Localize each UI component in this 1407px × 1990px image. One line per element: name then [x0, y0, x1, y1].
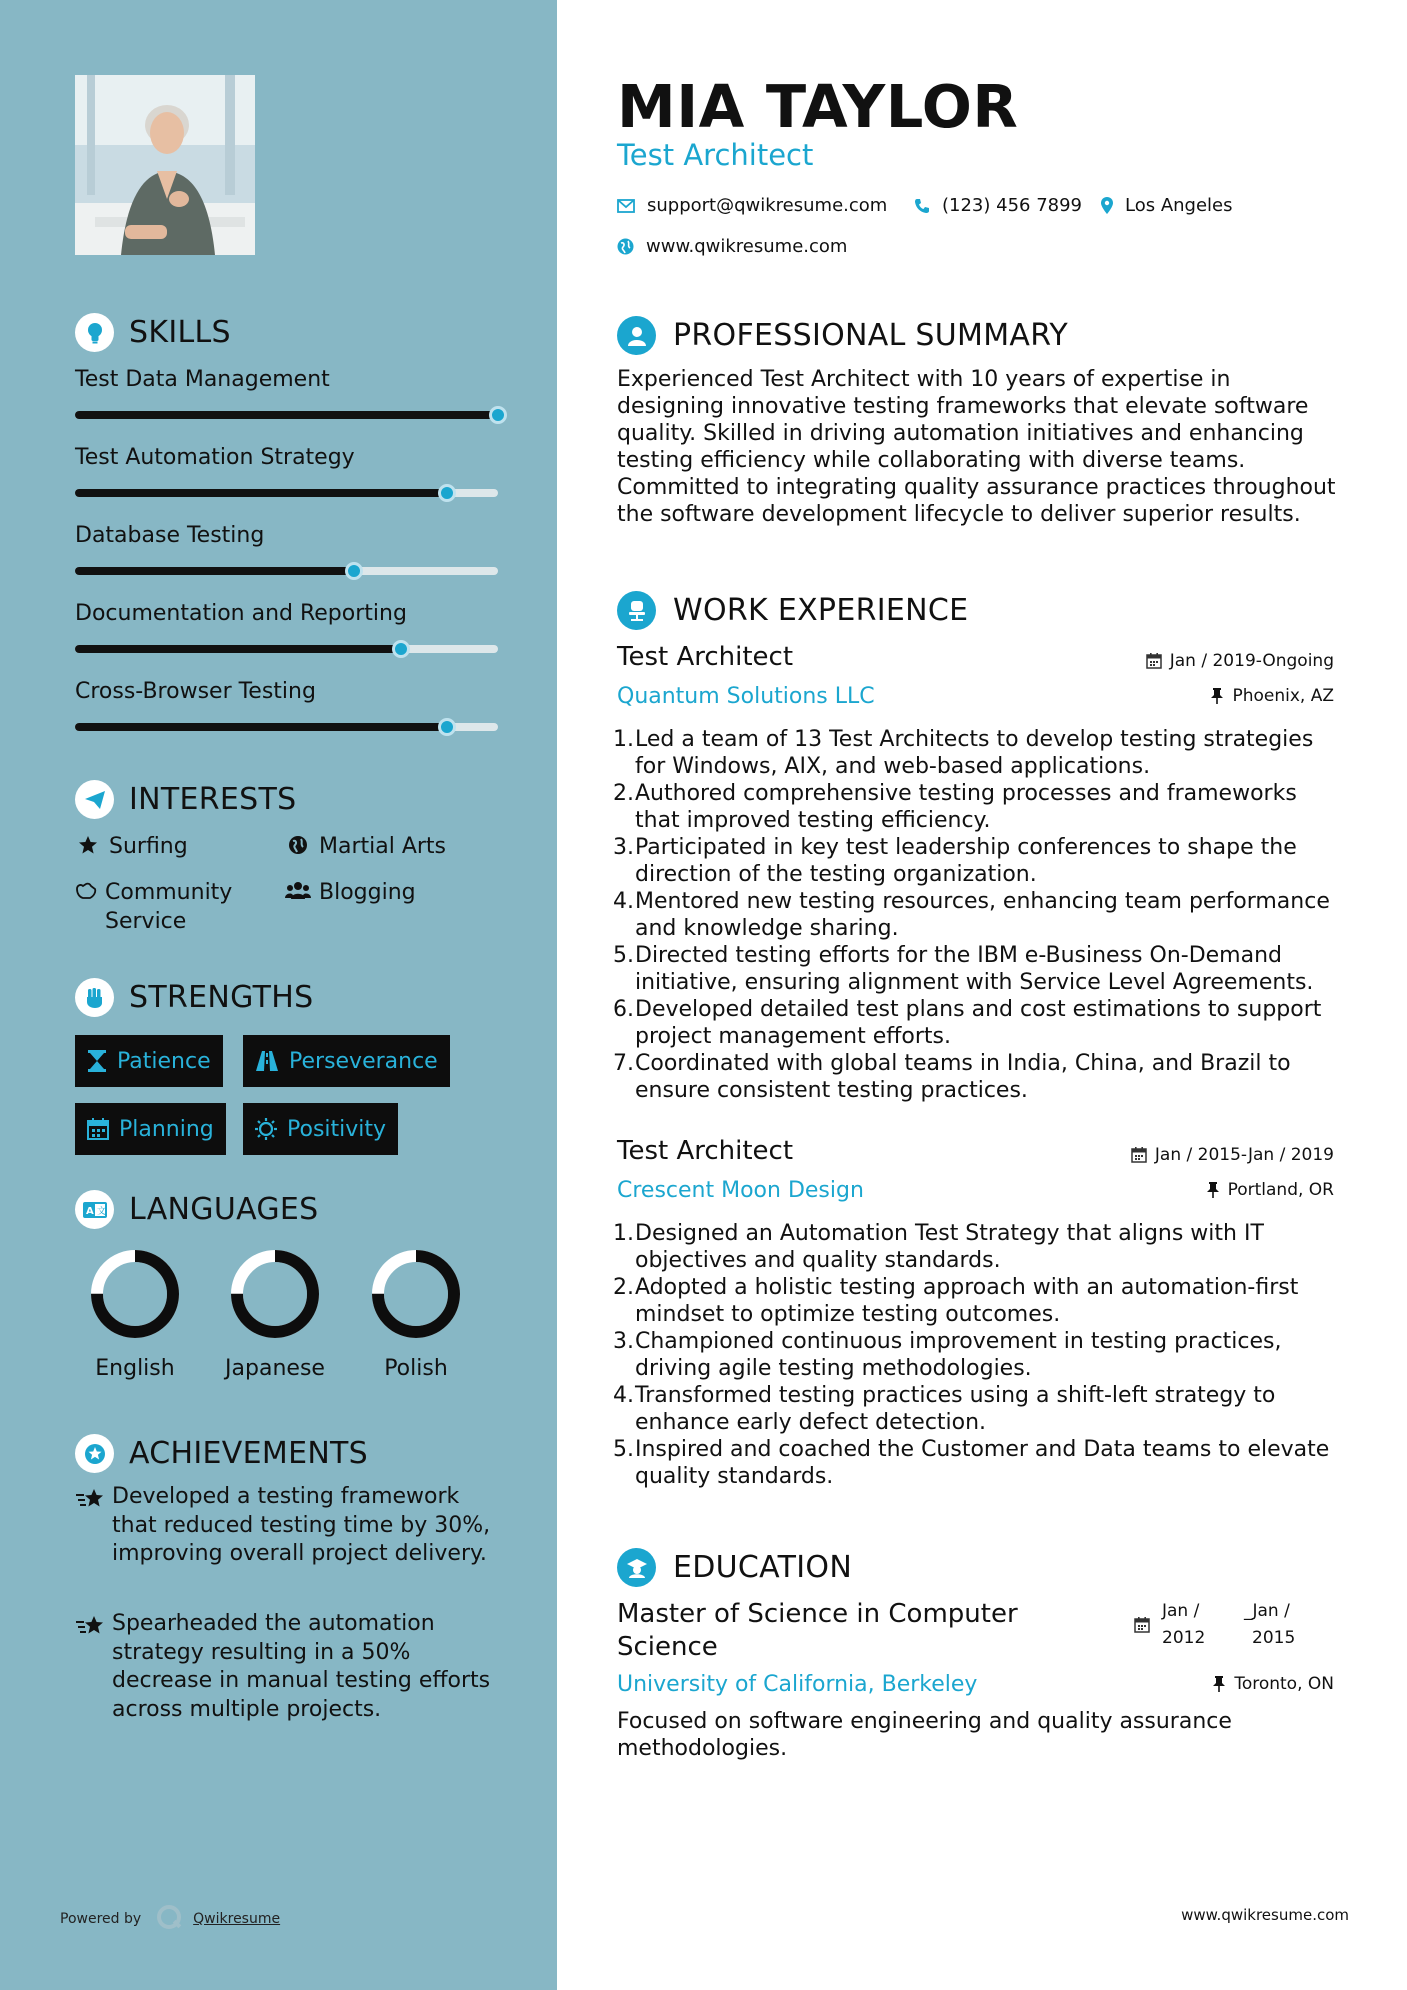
skill-item [75, 445, 498, 470]
translate-icon [75, 1190, 114, 1229]
list-item: 7. Coordinated with global teams in India, China, and Brazil to ensure consistent testing practices. [613, 1051, 1291, 1103]
skill-item [75, 601, 498, 626]
strength-label: Positivity [287, 1116, 387, 1142]
language-ring [89, 1248, 181, 1340]
interest-label: Martial Arts [319, 834, 447, 859]
road-icon [255, 1051, 279, 1071]
contact-phone[interactable] [914, 195, 1082, 216]
powered-by-label: Powered by [60, 1911, 142, 1927]
shooting-star-icon [75, 1610, 112, 1724]
list-item: 3. Championed continuous improvement in testing practices, driving agile testing methodologies. [613, 1329, 1282, 1381]
skill-bar-knob [438, 484, 456, 502]
languages-title: LANGUAGES [129, 1192, 319, 1227]
language-ring [370, 1248, 462, 1340]
skill-item [75, 367, 498, 392]
interest-label: Community Service [105, 880, 233, 934]
globe-icon [285, 832, 311, 855]
website-text: www.qwikresume.com [646, 236, 848, 257]
summary-text: Experienced Test Architect with 10 years of expertise in designing innovative testing frameworks that elevate software quality. Skilled in driving automation initiatives and enhancing testing efficiency while collaborating with diverse teams. Committed to integrating quality assurance practices throughout the software development lifecycle to deliver superior results. [617, 367, 1336, 527]
map-pin-icon [1101, 197, 1113, 214]
skill-label: Documentation and Reporting [75, 601, 407, 626]
skill-bar [75, 645, 498, 653]
interest-label: Blogging [319, 880, 416, 905]
strengths-title: STRENGTHS [129, 980, 314, 1015]
achievement-text: Spearheaded the automation strategy resulting in a 50% decrease in manual testing efforts across multiple projects. [112, 1611, 491, 1722]
summary-title: PROFESSIONAL SUMMARY [673, 318, 1069, 353]
language-label: Polish [384, 1356, 448, 1381]
user-icon [617, 316, 656, 355]
achievements-title: ACHIEVEMENTS [129, 1436, 369, 1471]
skill-bar-knob [392, 640, 410, 658]
interest-label: Surfing [109, 834, 188, 859]
skill-label: Database Testing [75, 523, 265, 548]
achievement-item [75, 1483, 505, 1569]
job-duties-list [613, 1220, 1337, 1490]
list-item: 4. Mentored new testing resources, enhancing team performance and knowledge sharing. [613, 889, 1330, 941]
svg-text:A: A [85, 1205, 94, 1217]
list-item: 3. Participated in key test leadership conferences to shape the direction of the testing organization. [613, 835, 1297, 887]
skill-label: Test Automation Strategy [75, 445, 355, 470]
list-item: 5. Directed testing efforts for the IBM e-Business On-Demand initiative, ensuring alignment with Service Level Agreements. [613, 943, 1314, 995]
school-name: University of California, Berkeley [617, 1672, 978, 1697]
contact-location [1101, 195, 1233, 216]
skill-label: Test Data Management [75, 367, 330, 392]
skill-bar-fill [75, 411, 498, 419]
languages-heading [75, 1190, 319, 1229]
job-title: Test Architect [617, 1136, 794, 1166]
skill-bar [75, 411, 498, 419]
contact-email[interactable] [617, 195, 887, 216]
qwikresume-link[interactable]: Qwikresume [193, 1911, 281, 1927]
skill-bar-fill [75, 489, 447, 497]
calendar-icon [87, 1118, 109, 1140]
location-text: Los Angeles [1125, 195, 1233, 216]
strength-tag [243, 1103, 398, 1155]
profile-photo [75, 75, 255, 255]
hourglass-icon [87, 1050, 107, 1072]
badge-star-icon [75, 1434, 114, 1473]
calendar-icon [1134, 1617, 1150, 1637]
paper-plane-icon [75, 780, 114, 819]
candidate-role: Test Architect [617, 138, 814, 172]
skill-item [75, 523, 498, 548]
job-dates [1131, 1145, 1334, 1165]
skill-bar [75, 489, 498, 497]
skill-bar [75, 567, 498, 575]
list-item: 2. Adopted a holistic testing approach with an automation-first mindset to optimize testing outcomes. [613, 1275, 1299, 1327]
education-location-text: Toronto, ON [1234, 1674, 1334, 1694]
skill-bar-knob [345, 562, 363, 580]
envelope-icon [617, 199, 635, 213]
star-icon [75, 832, 101, 855]
job-dates-text: Jan / 2015-Jan / 2019 [1154, 1145, 1334, 1165]
list-item: 4. Transformed testing practices using a shift-left strategy to enhance early defect detection. [613, 1383, 1276, 1435]
job-duties-list [613, 726, 1337, 1104]
summary-heading [617, 316, 1068, 355]
language-ring [229, 1248, 321, 1340]
skill-bar-fill [75, 723, 447, 731]
skill-label: Cross-Browser Testing [75, 679, 316, 704]
skill-bar-knob [489, 406, 507, 424]
pushpin-icon [1212, 1676, 1226, 1692]
briefcase-chair-icon [617, 591, 656, 630]
degree-title: Master of Science in Computer Science [617, 1599, 1018, 1662]
list-item: 2. Authored comprehensive testing processes and frameworks that improved testing efficiency. [613, 781, 1297, 833]
experience-heading [617, 591, 968, 630]
fist-icon [75, 978, 114, 1017]
skill-bar-fill [75, 567, 354, 575]
email-text: support@qwikresume.com [647, 195, 888, 216]
language-label: English [95, 1356, 175, 1381]
contact-website[interactable] [617, 236, 847, 257]
interest-item [285, 832, 446, 861]
experience-title: WORK EXPERIENCE [673, 593, 969, 628]
phone-text: (123) 456 7899 [942, 195, 1083, 216]
qwikresume-logo-icon [155, 1903, 183, 1935]
list-item: 1. Led a team of 13 Test Architects to develop testing strategies for Windows, AIX, and web-based applications. [613, 727, 1314, 779]
shooting-star-icon [75, 1483, 112, 1569]
powered-by [60, 1903, 280, 1935]
pushpin-icon [1206, 1182, 1220, 1198]
job-location-text: Phoenix, AZ [1232, 686, 1334, 706]
education-end-date: _Jan / 2015 [1244, 1601, 1296, 1648]
job-dates [1146, 651, 1334, 671]
skill-bar [75, 723, 498, 731]
svg-text:文: 文 [96, 1206, 106, 1217]
footer-website-link[interactable]: www.qwikresume.com [1181, 1906, 1349, 1924]
list-item: 1. Designed an Automation Test Strategy that aligns with IT objectives and quality standards. [613, 1221, 1264, 1273]
list-item: 6. Developed detailed test plans and cost estimations to support project management efforts. [613, 997, 1322, 1049]
skill-bar-knob [438, 718, 456, 736]
job-company: Crescent Moon Design [617, 1178, 864, 1203]
calendar-icon [1131, 1147, 1147, 1163]
interest-item [75, 832, 188, 861]
achievement-text: Developed a testing framework that reduced testing time by 30%, improving overall project delivery. [112, 1484, 491, 1566]
job-location [1210, 686, 1334, 706]
skills-heading [75, 313, 231, 352]
skill-item [75, 679, 498, 704]
globe-icon [617, 238, 634, 255]
strengths-heading [75, 978, 313, 1017]
achievements-heading [75, 1434, 368, 1473]
education-heading [617, 1548, 852, 1587]
users-icon [285, 878, 311, 901]
strength-tag [243, 1035, 450, 1087]
phone-icon [914, 198, 930, 214]
interests-heading [75, 780, 296, 819]
skill-bar-fill [75, 645, 401, 653]
job-location [1206, 1180, 1334, 1200]
interest-item [75, 878, 265, 936]
calendar-icon [1146, 653, 1162, 669]
language-item [215, 1248, 335, 1381]
language-item [356, 1248, 476, 1381]
job-title: Test Architect [617, 642, 794, 672]
strength-tag [75, 1103, 226, 1155]
candidate-name: MIA TAYLOR [617, 72, 1019, 141]
strength-label: Planning [119, 1116, 214, 1142]
job-location-text: Portland, OR [1227, 1180, 1334, 1200]
education-description: Focused on software engineering and quality assurance methodologies. [617, 1709, 1232, 1761]
job-company: Quantum Solutions LLC [617, 684, 875, 709]
education-title: EDUCATION [673, 1550, 853, 1585]
achievement-item [75, 1610, 505, 1724]
strength-label: Patience [117, 1048, 211, 1074]
hand-icon [75, 878, 97, 901]
skills-title: SKILLS [129, 315, 231, 350]
list-item: 5. Inspired and coached the Customer and Data teams to elevate quality standards. [613, 1437, 1330, 1489]
education-start-date: Jan / 2012 [1162, 1601, 1206, 1648]
sun-icon [255, 1118, 277, 1140]
job-dates-text: Jan / 2019-Ongoing [1169, 651, 1334, 671]
graduate-icon [617, 1548, 656, 1587]
language-label: Japanese [225, 1356, 325, 1381]
interests-title: INTERESTS [129, 782, 297, 817]
interest-item [285, 878, 416, 907]
pushpin-icon [1210, 688, 1224, 704]
strength-label: Perseverance [289, 1048, 438, 1074]
education-location [1212, 1674, 1334, 1694]
lightbulb-icon [75, 313, 114, 352]
strength-tag [75, 1035, 223, 1087]
language-item [75, 1248, 195, 1381]
